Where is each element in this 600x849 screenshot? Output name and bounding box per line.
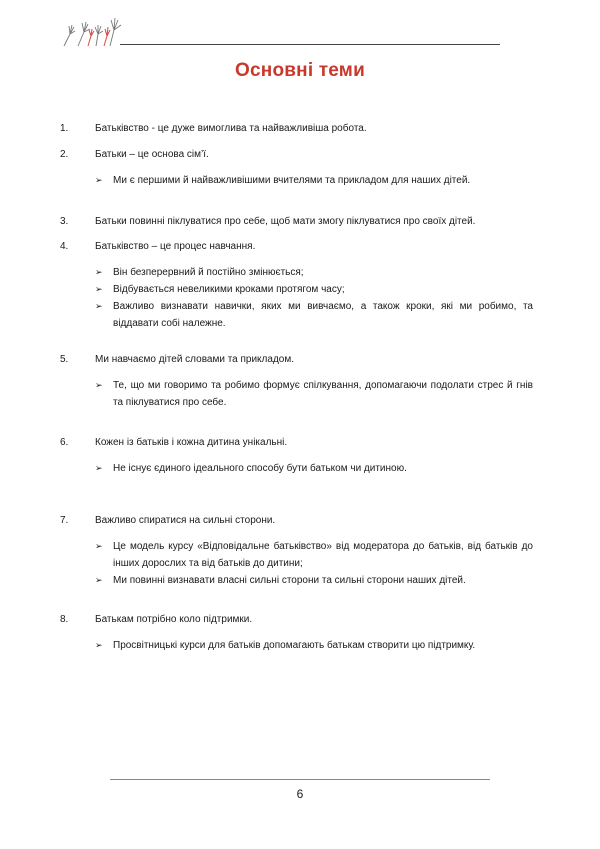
item-text: Кожен із батьків і кожна дитина унікальні. [95, 437, 288, 448]
header-divider [120, 44, 500, 45]
arrowhead-bullet-icon: ➢ [95, 301, 103, 311]
bullet-item: ➢ Просвітницькі курси для батьків допомагають батькам створити цю підтримку. [0, 637, 533, 654]
bullet-list [0, 637, 600, 654]
item-number: 3. [60, 216, 69, 227]
page-title: Основні теми [235, 60, 365, 81]
item-text: Ми навчаємо дітей словами та прикладом. [95, 354, 294, 365]
bullet-item: ➢ Ми повинні визнавати власні сильні сторони та сильні сторони наших дітей. [0, 572, 533, 589]
bullet-item: ➢ Ми є першими й найважливішими вчителями та прикладом для наших дітей. [0, 172, 533, 189]
arrowhead-bullet-icon: ➢ [95, 175, 103, 185]
item-number: 2. [60, 149, 69, 160]
footer-divider [110, 779, 490, 780]
arrowhead-bullet-icon: ➢ [95, 380, 103, 390]
item-text: Батьки повинні піклуватися про себе, щоб мати змогу піклуватися про своїх дітей. [95, 216, 476, 227]
arrowhead-bullet-icon: ➢ [95, 463, 103, 473]
item-text: Батькам потрібно коло підтримки. [95, 614, 253, 625]
bullet-list [0, 460, 600, 477]
item-number: 4. [60, 241, 69, 252]
bullet-list [0, 264, 600, 332]
bullet-item: ➢ Відбувається невеликими кроками протягом часу; [0, 281, 533, 298]
bullet-item: ➢ Важливо визнавати навички, яких ми вивчаємо, а також кроки, які ми робимо, та віддавати собі належне. [0, 298, 533, 332]
arrowhead-bullet-icon: ➢ [95, 575, 103, 585]
item-number: 6. [60, 437, 69, 448]
bullet-list [0, 538, 600, 589]
item-text: Батьки – це основа сім’ї. [95, 149, 209, 160]
bullet-item: ➢ Він безперервний й постійно змінюється; [0, 264, 533, 281]
arrowhead-bullet-icon: ➢ [95, 284, 103, 294]
page-number: 6 [296, 787, 304, 801]
bullet-item: ➢ Те, що ми говоримо та робимо формує спілкування, допомагаючи подолати стрес й гнів та піклуватися про себе. [0, 377, 533, 411]
arrowhead-bullet-icon: ➢ [95, 541, 103, 551]
arrowhead-bullet-icon: ➢ [95, 640, 103, 650]
arrowhead-bullet-icon: ➢ [95, 267, 103, 277]
bullet-item: ➢ Це модель курсу «Відповідальне батьківство» від модератора до батьків, від батьків до інших дорослих та від батьків до дитини; [0, 538, 533, 572]
item-text: Важливо спиратися на сильні сторони. [95, 515, 276, 526]
item-number: 8. [60, 614, 69, 625]
item-text: Батьківство - це дуже вимоглива та найважливіша робота. [95, 123, 367, 134]
bullet-item: ➢ Не існує єдиного ідеального способу бути батьком чи дитиною. [0, 460, 533, 477]
bullet-list [0, 172, 600, 189]
item-number: 1. [60, 123, 69, 134]
item-number: 5. [60, 354, 69, 365]
item-number: 7. [60, 515, 69, 526]
item-text: Батьківство – це процес навчання. [95, 241, 256, 252]
bullet-list [0, 377, 600, 411]
raised-hands-logo [60, 12, 130, 48]
